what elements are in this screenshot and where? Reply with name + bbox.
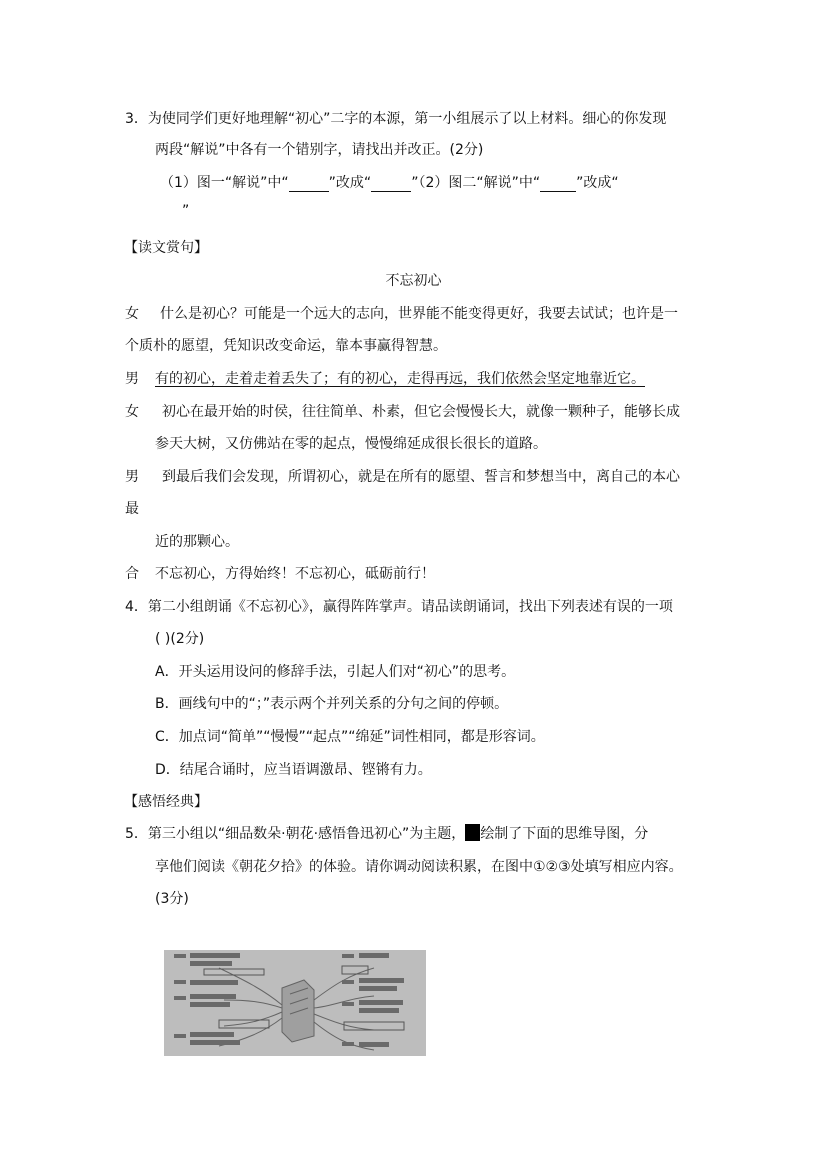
q3-line2: 两段“解说”中各有一个错别字，请找出并改正。(2分): [155, 142, 484, 158]
q5-text-b: 绘制了下面的思维导图，分: [480, 826, 649, 842]
section-reading-heading: 【读文赏句】: [124, 240, 208, 256]
q3-text-d: ”改成“: [576, 175, 619, 191]
speaker-label: 合: [125, 566, 139, 582]
q5-text-a: 5．第三小组以“细品数朵·朝花·感悟鲁迅初心”为主题，: [125, 826, 466, 842]
q5-line2: 享他们阅读《朝花夕拾》的体验。请你调动阅读积累，在图中①②③处填写相应内容。: [155, 859, 683, 875]
speaker-label: 女: [125, 306, 139, 322]
q3-text-c: ”（2）图二“解说”中“: [411, 175, 541, 191]
poem-line: 近的那颗心。: [155, 534, 239, 550]
redaction-box: [465, 824, 480, 841]
poem-line: 不忘初心，方得始终！不忘初心，砥砺前行！: [155, 566, 435, 582]
poem-line: 什么是初心？可能是一个远大的志向，世界能不能变得更好，我要去试试；也许是一: [160, 306, 678, 322]
section-classic-heading: 【感悟经典】: [124, 794, 208, 810]
speaker-label: 女: [125, 404, 139, 420]
option-b[interactable]: B．画线句中的“；”表示两个并列关系的分句之间的停顿。: [155, 696, 509, 712]
speaker-label: 男: [125, 371, 139, 387]
poem-line-wrap: 最: [125, 501, 139, 517]
q5-line1: [125, 823, 648, 843]
poem-line: 到最后我们会发现，所谓初心，就是在所有的愿望、誓言和梦想当中，离自己的本心: [162, 469, 680, 485]
underlined-sentence: 有的初心，走着走着丢失了；有的初心，走得再远，我们依然会坚定地靠近它。: [155, 371, 645, 387]
q4-line1: 4．第二小组朗诵《不忘初心》，赢得阵阵掌声。请品读朗诵词，找出下列表述有误的一项: [125, 599, 673, 615]
poem-line: 初心在最开始的时侯，往往简单、朴素，但它会慢慢长大，就像一颗种子，能够长成: [162, 404, 680, 420]
speaker-label: 男: [125, 469, 139, 485]
option-c[interactable]: C．加点词“简单”“慢慢”“起点”“绵延”词性相同，都是形容词。: [155, 729, 545, 745]
poem-line: 个质朴的愿望，凭知识改变命运，靠本事赢得智慧。: [125, 338, 447, 354]
q3-line3: [160, 172, 619, 192]
option-d[interactable]: D．结尾合诵时，应当语调激昂、铿锵有力。: [155, 762, 432, 778]
answer-blank-3[interactable]: [540, 177, 576, 192]
q3-line1: 3．为使同学们更好地理解“初心”二字的本源，第一小组展示了以上材料。细心的你发现: [125, 111, 667, 127]
answer-blank-2[interactable]: [371, 177, 411, 192]
mind-map-image: [164, 950, 426, 1056]
q3-line4: ”: [182, 203, 190, 219]
q3-text-b: ”改成“: [328, 175, 372, 191]
q3-text-a: （1）图一“解说”中“: [160, 175, 289, 191]
answer-blank-1[interactable]: [289, 177, 329, 192]
poem-line-underlined: [155, 368, 645, 388]
poem-line: 参天大树，又仿佛站在零的起点，慢慢绵延成很长很长的道路。: [155, 436, 547, 452]
q4-line2: ( )(2分): [155, 631, 205, 647]
poem-title: 不忘初心: [385, 273, 442, 289]
option-a[interactable]: A．开头运用设问的修辞手法，引起人们对“初心”的思考。: [155, 664, 516, 680]
q5-line3: (3分): [155, 891, 189, 907]
